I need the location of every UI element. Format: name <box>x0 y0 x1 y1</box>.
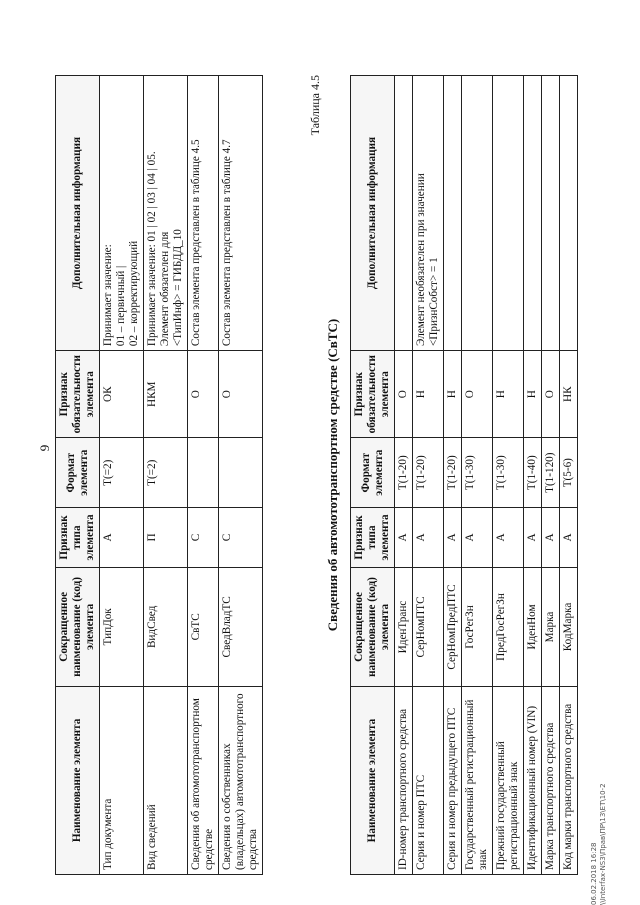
table-header-row <box>351 76 395 875</box>
table-cell: А <box>524 507 542 567</box>
table-cell: ТипДок <box>100 567 144 686</box>
table-cell: ИденНом <box>524 567 542 686</box>
table-cell: Н <box>444 351 462 438</box>
column-header: Признак типа элемента <box>56 508 100 568</box>
table-cell: ОК <box>100 351 144 438</box>
column-header: Формат элемента <box>351 438 395 508</box>
table-row <box>560 76 578 875</box>
column-header: Сокращенное наименование (код) элемента <box>56 567 100 686</box>
table-cell: ГосРегЗн <box>462 567 493 686</box>
table-caption: Сведения об автомототранспортном средстве (СвТС) <box>325 318 340 632</box>
table-cell: Т(5-6) <box>560 438 578 508</box>
table-cell: ПредГосРегЗн <box>493 567 524 686</box>
column-header: Формат элемента <box>56 438 100 508</box>
table-cell: Состав элемента представлен в таблице 4.5 <box>188 76 219 351</box>
column-header: Наименование элемента <box>56 686 100 874</box>
table-cell <box>560 76 578 351</box>
table-cell: СведВладТС <box>219 567 263 686</box>
table-row <box>144 76 188 875</box>
table-cell: СерНомПТС <box>413 567 444 686</box>
table-cell: Код марки транспортного средства <box>560 687 578 875</box>
table-row <box>542 76 560 875</box>
table-cell: Принимает значение: 01 | 02 | 03 | 04 | 05. Элемент обязателен для <ТипИнф> = ГИБДД_10 <box>144 76 188 351</box>
column-header: Признак обязательности элемента <box>351 351 395 438</box>
table-row <box>395 76 413 875</box>
table-cell: О <box>542 351 560 438</box>
stamp-line: \\Interfax-NS3\Прав\ПР\13\ЕТ\10-2 <box>599 783 607 905</box>
column-header: Признак обязательности элемента <box>56 351 100 438</box>
table-cell: Н <box>524 351 542 438</box>
table-cell: П <box>144 508 188 568</box>
table-cell: Государственный регистрационный знак <box>462 687 493 875</box>
table-cell: НКМ <box>144 351 188 438</box>
table-cell: Т(1-30) <box>462 438 493 508</box>
table-cell: Тип документа <box>100 686 144 874</box>
table-cell: Серия и номер предыдущего ПТС <box>444 687 462 875</box>
table-cell: С <box>219 508 263 568</box>
table-cell: А <box>413 507 444 567</box>
table-cell: ВидСвед <box>144 567 188 686</box>
table-cell <box>462 76 493 351</box>
table-header-row <box>56 76 100 875</box>
column-header: Дополнительная информация <box>351 76 395 351</box>
table-cell: Т(1-120) <box>542 438 560 508</box>
table-row <box>444 76 462 875</box>
table-cell: Марка <box>542 567 560 686</box>
table-cell: Т(1-20) <box>444 438 462 508</box>
table-cell: А <box>395 507 413 567</box>
table-cell: А <box>560 507 578 567</box>
table-cell: Состав элемента представлен в таблице 4.7 <box>219 76 263 351</box>
column-header: Дополнительная информация <box>56 76 100 351</box>
table-cell: СвТС <box>188 567 219 686</box>
table-cell: Т(=2) <box>100 438 144 508</box>
table-cell <box>542 76 560 351</box>
table-cell: Серия и номер ПТС <box>413 687 444 875</box>
table-cell: Прежний государственный регистрационный знак <box>493 687 524 875</box>
table-cell: А <box>493 507 524 567</box>
table-row <box>413 76 444 875</box>
table-cell: О <box>188 351 219 438</box>
table-cell: А <box>444 507 462 567</box>
table-cell: А <box>462 507 493 567</box>
table-cell: КодМарка <box>560 567 578 686</box>
table-cell <box>188 438 219 508</box>
table-cell <box>524 76 542 351</box>
table-cell: Т(1-20) <box>395 438 413 508</box>
column-header: Наименование элемента <box>351 687 395 875</box>
table-cell: СерНомПредПТС <box>444 567 462 686</box>
table-cell: НК <box>560 351 578 438</box>
table-cell: Т(1-20) <box>413 438 444 508</box>
table-row <box>219 76 263 875</box>
page-number: 9 <box>37 444 52 452</box>
table-cell: Марка транспортного средства <box>542 687 560 875</box>
file-stamp <box>590 783 608 905</box>
table-cell <box>493 76 524 351</box>
table-cell: О <box>219 351 263 438</box>
table-cell: С <box>188 508 219 568</box>
table-row <box>188 76 219 875</box>
table-row <box>493 76 524 875</box>
table-cell: Принимает значение: 01 – первичный | 02 – корректирующий <box>100 76 144 351</box>
table-row <box>100 76 144 875</box>
table-row <box>524 76 542 875</box>
table-row <box>462 76 493 875</box>
column-header: Признак типа элемента <box>351 507 395 567</box>
table-cell: ИденТранс <box>395 567 413 686</box>
table-cell: Идентификационный номер (VIN) <box>524 687 542 875</box>
table-cell <box>444 76 462 351</box>
table-cell <box>219 438 263 508</box>
table-cell: Н <box>413 351 444 438</box>
table-cell: Элемент необязателен при значении <ПризнСобст> = 1 <box>413 76 444 351</box>
stamp-line: 06.02.2018 16:28 <box>590 842 598 905</box>
elements-table <box>55 75 263 875</box>
table-label: Таблица 4.5 <box>308 75 322 136</box>
table-cell <box>395 76 413 351</box>
column-header: Сокращенное наименование (код) элемента <box>351 567 395 686</box>
vehicle-table <box>350 75 578 875</box>
table-cell: Вид сведений <box>144 686 188 874</box>
table-cell: Т(1-30) <box>493 438 524 508</box>
table-cell: Сведения о собственниках (владельцах) автомототранспортного средства <box>219 686 263 874</box>
table-cell: ID-номер транспортного средства <box>395 687 413 875</box>
table-cell: О <box>395 351 413 438</box>
table-cell: Н <box>493 351 524 438</box>
table-cell: Т(1-40) <box>524 438 542 508</box>
table-cell: О <box>462 351 493 438</box>
table-cell: Сведения об автомототранспортном средстве <box>188 686 219 874</box>
table-cell: А <box>542 507 560 567</box>
table-cell: А <box>100 508 144 568</box>
table-cell: Т(=2) <box>144 438 188 508</box>
